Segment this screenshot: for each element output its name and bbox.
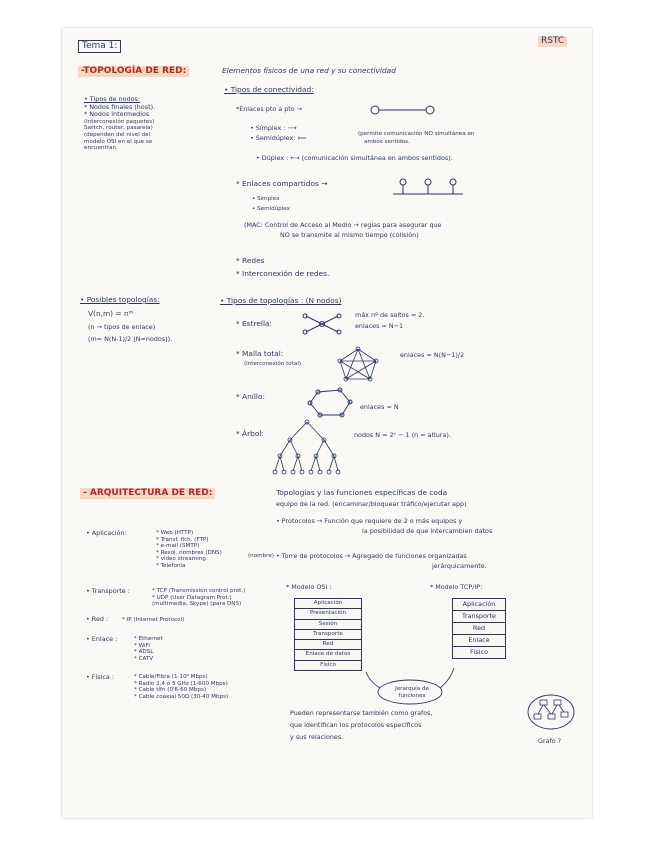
conectividad-heading: • Tipos de conectividad: [224,85,314,94]
capa-fisica-items [134,674,228,700]
protocol-item: * IP (Internet Protocol) [122,617,185,623]
grafos-note: Pueden representarse también como grafos, [290,709,433,717]
section-title-topologia: -TOPOLOGÍA DE RED: [78,66,189,77]
protocol-item: * WiFi [134,642,150,649]
mac-note-2: NO se transmite al mismo tiempo (colisión) [280,231,419,239]
osi-layer: Aplicación [294,598,362,609]
protocol-item: * CATV [134,655,154,662]
tcpip-layer: Físico [452,647,506,659]
osi-layer: Sesión [294,620,362,630]
posibles-note: (n → tipos de enlace) [88,323,156,331]
nodo-item: * Nodos finales (host). [84,102,156,111]
tipos-nodos-block [84,96,155,152]
protocol-item: * Resol. nombres (DNS) [156,549,222,556]
capa-red-label: • Red : [86,615,109,623]
grafos-note-2: que identifican los protocolos específicos [290,721,422,729]
nodo-item: * Nodos intermedios [84,110,150,119]
protocol-item: * Ethernet [134,636,163,642]
tcpip-stack [452,598,506,659]
nodo-item: Switch, router, pasarela) [84,125,153,132]
posibles-heading: • Posibles topologías: [80,295,160,304]
nodo-item: encuentran. [84,145,118,152]
ptp-link-diagram [370,104,440,116]
protocolos-def: • Protocolos → Función que requiere de 2 o más equipos y [276,517,463,525]
protocol-item: * TCP (Transmission control prot.) [152,588,246,594]
capa-aplicacion-label: • Aplicación: [86,529,127,537]
estrella-enlaces: enlaces = N−1 [355,322,404,330]
mac-note: (MAC: Control de Acceso al Medio → reglas para asegurar que [244,221,442,229]
capa-transporte-label: • Transporte : [86,587,130,595]
protocol-item: * UDP (User Datagram Prot.) [152,594,232,601]
posibles-m-formula: (m= N(N-1)/2 (N=nodos)). [88,335,173,343]
protocol-item: * Cable tlfn (0'6-60 Mbps) [134,687,207,694]
semiduplex-note-2: ambos sentidos. [364,139,410,145]
protocol-item: * vídeo streaming [156,556,206,563]
interconexion-item: * Interconexión de redes. [236,269,330,278]
course-badge: RSTC [538,36,567,47]
tcpip-layer: Transporte [452,611,506,623]
duplex-label: • Dúplex : ⟷ (comunicación simultánea en ambos sentidos). [256,154,453,162]
osi-layer: Red [294,640,362,650]
malla-sub: (interconexión total) [244,361,302,367]
arbol-label: * Árbol: [236,429,264,438]
protocolos-def-2: la posibilidad de que intercambien datos [362,527,493,535]
tcpip-layer: Red [452,623,506,635]
estrella-saltos: máx nº de saltos = 2. [355,311,425,319]
shared-simplex: • Símplex [252,196,280,202]
tipos-nodos-heading: • Tipos de nodos: [84,95,141,103]
grafo-label: Grafo ? [538,737,562,745]
shared-bus-diagram [393,178,465,196]
tipos-topologias-heading: • Tipos de topologías : (N nodos) [220,296,342,305]
mesh-topology-diagram [336,346,380,382]
shared-semiduplex: • Semidúplex [252,206,290,212]
capa-enlace-label: • Enlace : [86,635,118,643]
arbol-nodos: nodos N = 2ⁿ − 1 (n = altura). [354,431,451,439]
tcpip-title: * Modelo TCP/IP: [430,583,483,591]
semiduplex-note: (permite comunicación NO simultánea en [358,131,475,137]
simplex-label: • Símplex : ⟶ [250,124,297,132]
jerarquia-label: Jerarquía de funciones [395,686,429,699]
topic-label: Tema 1: [78,40,121,53]
shared-link-label: * Enlaces compartidos → [236,179,328,188]
capa-enlace-items [134,636,163,662]
estrella-label: * Estrella: [236,319,273,328]
protocol-item: * Cable coaxial 50Ω (30-40 Mbps) [134,693,229,700]
capa-aplicacion-items [156,530,222,570]
tree-topology-diagram [270,418,344,476]
star-topology-diagram [300,312,346,336]
protocol-item: * Cable/Fibra (1-10⁹ Mbps) [134,674,208,680]
arquitectura-desc: Topologías y las funciones específicas de coda [276,488,448,497]
grafos-note-3: y sus relaciones. [290,733,344,741]
graph-diagram [526,692,576,732]
malla-enlaces: enlaces = N(N−1)/2 [400,351,465,359]
anillo-label: * Anillo: [236,392,265,401]
protocol-item: * Radio 2,4 ó 5 GHz (1-600 Mbps) [134,680,228,687]
nodo-item: (interconexión paquetes) [84,118,155,125]
osi-layer: Físico [294,661,362,671]
osi-layer: Presentación [294,609,362,619]
arquitectura-desc-2: equipo de la red. (encaminar/bloquear tráfico/ejecutar app) [276,500,467,508]
nodo-item: (dependen del nivel del [84,131,151,138]
protocol-item: * Web (HTTP) [156,530,194,536]
osi-title: * Modelo OSI : [286,583,332,591]
protocol-item: * Telefonía [156,562,186,569]
ring-topology-diagram [308,388,352,418]
osi-layer: Transporte [294,630,362,640]
dns-note: (nombre) [248,553,274,559]
protocol-item: * ADSL [134,649,154,656]
protocol-item: * e-mail (SMTP) [156,543,200,550]
capa-fisica-label: • Física : [86,673,114,681]
tcpip-layer: Aplicación [452,598,506,611]
nodo-item: modelo OSI en el que se [84,138,153,145]
semiduplex-label: • Semidúplex: ⟸ [250,134,307,142]
section-title-arquitectura: - ARQUITECTURA DE RED: [80,488,215,499]
tcpip-layer: Enlace [452,635,506,647]
osi-stack [294,598,362,671]
osi-layer: Enlace de datos [294,650,362,660]
torre-def: • Torre de protocolos → Agregado de funciones organizadas [276,552,467,560]
malla-label: * Malla total: [236,349,284,358]
anillo-enlaces: enlaces = N [360,403,399,411]
capa-transporte-items [152,588,245,608]
posibles-formula: V(n,m) = nᵐ [88,309,134,318]
ptp-link-label: *Enlaces pto a pto → [236,105,303,113]
torre-def-2: jerárquicamente. [432,562,487,570]
protocol-item: (multimedia, Skype) (para DNS) [152,601,242,608]
protocol-item: * Transf. fich. (FTP) [156,536,209,543]
topologia-subtitle: Elementos físicos de una red y su conectividad [222,66,396,75]
redes-item: * Redes [236,256,265,265]
